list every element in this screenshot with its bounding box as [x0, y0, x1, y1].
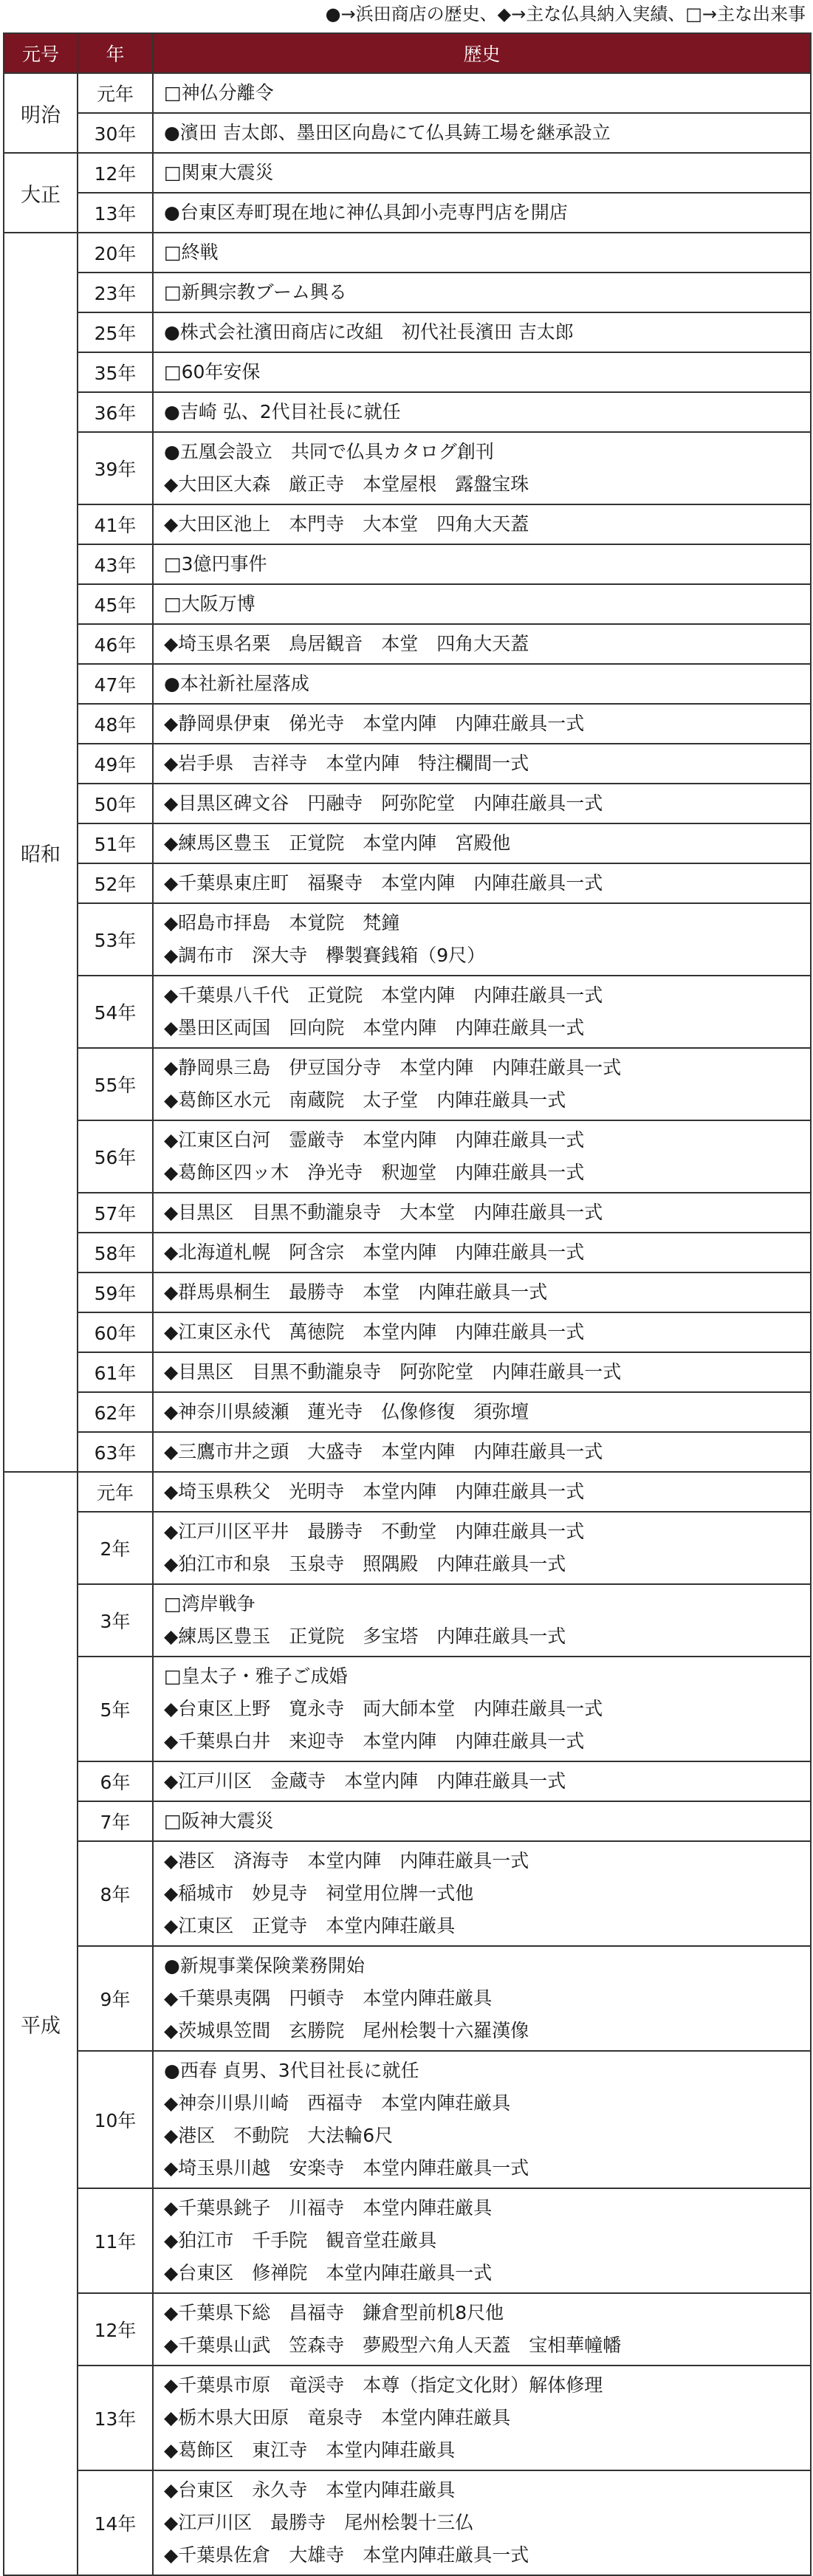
header-row: [4, 33, 811, 73]
table-row: [4, 664, 811, 704]
table-row: [4, 2366, 811, 2470]
table-row: [4, 584, 811, 624]
history-entry: ◆静岡県三島 伊豆国分寺 本堂内陣 内陣荘厳具一式: [164, 1057, 622, 1078]
history-entry: ◆千葉県佐倉 大雄寺 本堂内陣荘厳具一式: [164, 2544, 529, 2566]
history-entry: ◆北海道札幌 阿含宗 本堂内陣 内陣荘厳具一式: [164, 1241, 585, 1263]
history-entry: ◆群馬県桐生 最勝寺 本堂 内陣荘厳具一式: [164, 1281, 548, 1303]
history-entry: ●台東区寿町現在地に神仏具卸小売専門店を開店: [164, 202, 568, 223]
table-row: [4, 1120, 811, 1193]
table-row: [4, 744, 811, 784]
history-entry: ◆江戸川区 最勝寺 尾州桧製十三仏: [164, 2512, 474, 2533]
history-entry: ◆台東区 永久寺 本堂内陣荘厳具: [164, 2479, 456, 2501]
history-entry: ◆岩手県 吉祥寺 本堂内陣 特注欄間一式: [164, 753, 529, 774]
history-cell: [153, 432, 811, 504]
history-entry: ◆栃木県大田原 竜泉寺 本堂内陣荘厳具: [164, 2407, 511, 2428]
history-entry: ◆埼玉県秩父 光明寺 本堂内陣 内陣荘厳具一式: [164, 1481, 585, 1502]
table-row: [4, 1352, 811, 1392]
table-row: [4, 1512, 811, 1584]
table-row: [4, 2470, 811, 2575]
history-cell: [153, 1657, 811, 1761]
history-cell: [153, 352, 811, 392]
year-cell: 5年: [78, 1657, 153, 1761]
table-row: [4, 504, 811, 544]
year-cell: 10年: [78, 2051, 153, 2188]
history-cell: [153, 744, 811, 784]
history-cell: [153, 1584, 811, 1657]
year-cell: 8年: [78, 1841, 153, 1946]
year-cell: 57年: [78, 1193, 153, 1233]
history-entry: ◆神奈川県綾瀬 蓮光寺 仏像修復 須弥壇: [164, 1401, 529, 1422]
table-row: [4, 2051, 811, 2188]
history-cell: [153, 1233, 811, 1272]
history-entry: ◆江戸川区 金蔵寺 本堂内陣 内陣荘厳具一式: [164, 1770, 566, 1792]
year-cell: 14年: [78, 2470, 153, 2575]
history-cell: [153, 392, 811, 432]
history-cell: [153, 233, 811, 273]
year-cell: 59年: [78, 1272, 153, 1312]
history-entry: ◆調布市 深大寺 欅製賽銭箱（9尺）: [164, 945, 486, 966]
year-cell: 43年: [78, 544, 153, 584]
history-cell: [153, 504, 811, 544]
year-cell: 41年: [78, 504, 153, 544]
history-cell: [153, 193, 811, 233]
history-entry: ◆葛飾区 東江寺 本堂内陣荘厳具: [164, 2439, 456, 2461]
history-cell: [153, 1432, 811, 1472]
table-row: [4, 2188, 811, 2293]
history-entry: ◆千葉県山武 笠森寺 夢殿型六角人天蓋 宝相華幢幡: [164, 2334, 622, 2356]
table-row: [4, 352, 811, 392]
year-cell: 12年: [78, 153, 153, 193]
table-row: [4, 73, 811, 113]
table-row: [4, 1312, 811, 1352]
table-row: [4, 976, 811, 1048]
history-cell: [153, 1048, 811, 1120]
history-entry: ●本社新社屋落成: [164, 673, 309, 694]
history-entry: ◆台東区上野 寛永寺 両大師本堂 内陣荘厳具一式: [164, 1698, 603, 1719]
history-entry: ◆千葉県下総 昌福寺 鎌倉型前机8尺他: [164, 2302, 504, 2323]
table-row: [4, 273, 811, 312]
year-cell: 51年: [78, 823, 153, 863]
history-entry: □60年安保: [164, 361, 261, 383]
table-row: [4, 1841, 811, 1946]
history-entry: □皇太子・雅子ご成婚: [164, 1665, 348, 1687]
history-entry: ◆江戸川区平井 最勝寺 不動堂 内陣荘厳具一式: [164, 1521, 585, 1542]
year-cell: 36年: [78, 392, 153, 432]
history-entry: ◆墨田区両国 回向院 本堂内陣 内陣荘厳具一式: [164, 1017, 585, 1038]
history-cell: [153, 584, 811, 624]
year-cell: 13年: [78, 2366, 153, 2470]
table-row: [4, 1193, 811, 1233]
history-cell: [153, 544, 811, 584]
history-entry: ◆大田区池上 本門寺 大本堂 四角大天蓋: [164, 513, 529, 535]
history-entry: □神仏分離令: [164, 82, 274, 103]
history-entry: □大阪万博: [164, 593, 255, 614]
history-entry: ◆江東区白河 霊厳寺 本堂内陣 内陣荘厳具一式: [164, 1129, 585, 1151]
history-cell: [153, 704, 811, 744]
history-entry: ◆稲城市 妙見寺 祠堂用位牌一式他: [164, 1883, 474, 1904]
table-row: [4, 624, 811, 664]
table-row: [4, 1584, 811, 1657]
history-entry: ◆埼玉県川越 安楽寺 本堂内陣荘厳具一式: [164, 2157, 529, 2179]
table-row: [4, 1946, 811, 2051]
history-entry: □新興宗教ブーム興る: [164, 281, 347, 303]
history-entry: □終戦: [164, 242, 219, 263]
year-cell: 62年: [78, 1392, 153, 1432]
table-row: [4, 704, 811, 744]
history-cell: [153, 2188, 811, 2293]
year-cell: 48年: [78, 704, 153, 744]
table-row: [4, 1761, 811, 1801]
history-entry: ◆埼玉県名栗 鳥居観音 本堂 四角大天蓋: [164, 633, 529, 654]
table-row: [4, 1272, 811, 1312]
history-cell: [153, 2470, 811, 2575]
table-row: [4, 823, 811, 863]
history-cell: [153, 1512, 811, 1584]
table-row: [4, 1801, 811, 1841]
history-entry: ◆台東区 修禅院 本堂内陣荘厳具一式: [164, 2262, 493, 2284]
history-entry: □3億円事件: [164, 553, 267, 575]
year-cell: 7年: [78, 1801, 153, 1841]
year-cell: 55年: [78, 1048, 153, 1120]
year-cell: 23年: [78, 273, 153, 312]
history-entry: □関東大震災: [164, 162, 274, 183]
year-cell: 13年: [78, 193, 153, 233]
history-cell: [153, 312, 811, 352]
history-entry: □湾岸戦争: [164, 1593, 255, 1614]
table-row: [4, 544, 811, 584]
history-cell: [153, 153, 811, 193]
history-entry: □阪神大震災: [164, 1810, 274, 1832]
year-cell: 2年: [78, 1512, 153, 1584]
history-entry: ◆千葉県市原 竜渓寺 本尊（指定文化財）解体修理: [164, 2374, 603, 2396]
history-entry: ◆千葉県銚子 川福寺 本堂内陣荘厳具: [164, 2197, 493, 2219]
year-cell: 58年: [78, 1233, 153, 1272]
table-row: [4, 312, 811, 352]
history-entry: ◆目黒区碑文谷 円融寺 阿弥陀堂 内陣荘厳具一式: [164, 792, 603, 814]
history-entry: ◆港区 済海寺 本堂内陣 内陣荘厳具一式: [164, 1850, 529, 1871]
year-cell: 3年: [78, 1584, 153, 1657]
year-cell: 45年: [78, 584, 153, 624]
year-cell: 30年: [78, 113, 153, 153]
history-cell: [153, 1272, 811, 1312]
history-cell: [153, 1761, 811, 1801]
table-row: [4, 784, 811, 823]
year-cell: 35年: [78, 352, 153, 392]
header-era: 元号: [4, 33, 78, 73]
header-year: 年: [78, 33, 153, 73]
year-cell: 元年: [78, 1472, 153, 1512]
era-cell: 平成: [4, 1472, 78, 2575]
year-cell: 11年: [78, 2188, 153, 2293]
history-entry: ◆港区 不動院 大法輪6尺: [164, 2125, 394, 2146]
history-entry: ◆江東区 正覚寺 本堂内陣荘厳具: [164, 1915, 456, 1936]
year-cell: 54年: [78, 976, 153, 1048]
history-entry: ◆狛江市和泉 玉泉寺 照隅殿 内陣荘厳具一式: [164, 1553, 566, 1575]
history-cell: [153, 823, 811, 863]
history-cell: [153, 1312, 811, 1352]
history-table: [3, 32, 812, 2576]
era-cell: 昭和: [4, 233, 78, 1472]
table-row: [4, 903, 811, 976]
year-cell: 39年: [78, 432, 153, 504]
year-cell: 56年: [78, 1120, 153, 1193]
table-row: [4, 1048, 811, 1120]
table-row: [4, 153, 811, 193]
year-cell: 元年: [78, 73, 153, 113]
history-entry: ●西春 貞男、3代目社長に就任: [164, 2060, 419, 2081]
history-cell: [153, 1392, 811, 1432]
history-entry: ●濱田 吉太郎、墨田区向島にて仏具鋳工場を継承設立: [164, 122, 611, 143]
history-cell: [153, 113, 811, 153]
table-row: [4, 2293, 811, 2366]
history-cell: [153, 2051, 811, 2188]
year-cell: 61年: [78, 1352, 153, 1392]
history-entry: ◆葛飾区水元 南蔵院 太子堂 内陣荘厳具一式: [164, 1089, 566, 1111]
year-cell: 6年: [78, 1761, 153, 1801]
table-row: [4, 1472, 811, 1512]
year-cell: 49年: [78, 744, 153, 784]
year-cell: 25年: [78, 312, 153, 352]
year-cell: 60年: [78, 1312, 153, 1352]
year-cell: 12年: [78, 2293, 153, 2366]
history-entry: ◆練馬区豊玉 正覚院 本堂内陣 宮殿他: [164, 832, 511, 854]
history-cell: [153, 784, 811, 823]
history-cell: [153, 1193, 811, 1233]
history-entry: ◆葛飾区四ッ木 浄光寺 釈迦堂 内陣荘厳具一式: [164, 1162, 585, 1183]
history-cell: [153, 2293, 811, 2366]
table-row: [4, 863, 811, 903]
history-cell: [153, 1801, 811, 1841]
history-entry: ●新規事業保険業務開始: [164, 1955, 365, 1976]
legend: ●→浜田商店の歴史、◆→主な仏具納入実績、□→主な出来事: [325, 4, 806, 24]
history-entry: ◆大田区大森 厳正寺 本堂屋根 露盤宝珠: [164, 473, 529, 495]
table-row: [4, 432, 811, 504]
year-cell: 46年: [78, 624, 153, 664]
history-entry: ◆昭島市拝島 本覚院 梵鐘: [164, 912, 400, 934]
history-entry: ◆千葉県夷隅 円頓寺 本堂内陣荘厳具: [164, 1987, 493, 2009]
history-entry: ●五凰会設立 共同で仏具カタログ創刊: [164, 441, 494, 462]
history-cell: [153, 976, 811, 1048]
history-cell: [153, 664, 811, 704]
year-cell: 52年: [78, 863, 153, 903]
era-cell: 大正: [4, 153, 78, 233]
table-row: [4, 1657, 811, 1761]
history-cell: [153, 273, 811, 312]
history-entry: ◆目黒区 目黒不動瀧泉寺 大本堂 内陣荘厳具一式: [164, 1202, 603, 1223]
year-cell: 9年: [78, 1946, 153, 2051]
history-entry: ◆千葉県白井 来迎寺 本堂内陣 内陣荘厳具一式: [164, 1730, 585, 1752]
table-row: [4, 1233, 811, 1272]
table-row: [4, 193, 811, 233]
history-cell: [153, 1120, 811, 1193]
history-entry: ◆静岡県伊東 俤光寺 本堂内陣 内陣荘厳具一式: [164, 713, 585, 734]
history-entry: ◆目黒区 目黒不動瀧泉寺 阿弥陀堂 内陣荘厳具一式: [164, 1361, 622, 1383]
table-body: [4, 73, 811, 2575]
year-cell: 47年: [78, 664, 153, 704]
year-cell: 20年: [78, 233, 153, 273]
era-cell: 明治: [4, 73, 78, 153]
history-entry: ●株式会社濱田商店に改組 初代社長濱田 吉太郎: [164, 321, 574, 343]
history-cell: [153, 2366, 811, 2470]
history-cell: [153, 73, 811, 113]
history-entry: ◆三鷹市井之頭 大盛寺 本堂内陣 内陣荘厳具一式: [164, 1441, 603, 1462]
table-row: [4, 233, 811, 273]
history-cell: [153, 624, 811, 664]
history-cell: [153, 1841, 811, 1946]
history-entry: ◆江東区永代 萬徳院 本堂内陣 内陣荘厳具一式: [164, 1321, 585, 1343]
table-row: [4, 113, 811, 153]
year-cell: 50年: [78, 784, 153, 823]
table-row: [4, 1392, 811, 1432]
year-cell: 53年: [78, 903, 153, 976]
table-row: [4, 392, 811, 432]
history-cell: [153, 863, 811, 903]
year-cell: 63年: [78, 1432, 153, 1472]
table-row: [4, 1432, 811, 1472]
history-entry: ◆狛江市 千手院 観音堂荘厳具: [164, 2230, 437, 2251]
history-cell: [153, 903, 811, 976]
history-entry: ◆茨城県笠間 玄勝院 尾州桧製十六羅漢像: [164, 2020, 529, 2041]
header-history: 歴史: [153, 33, 811, 73]
history-entry: ●吉崎 弘、2代目社長に就任: [164, 401, 401, 422]
history-cell: [153, 1946, 811, 2051]
history-cell: [153, 1352, 811, 1392]
history-entry: ◆練馬区豊玉 正覚院 多宝塔 内陣荘厳具一式: [164, 1626, 566, 1647]
history-entry: ◆千葉県八千代 正覚院 本堂内陣 内陣荘厳具一式: [164, 984, 603, 1006]
history-cell: [153, 1472, 811, 1512]
history-entry: ◆千葉県東庄町 福聚寺 本堂内陣 内陣荘厳具一式: [164, 872, 603, 894]
history-entry: ◆神奈川県川崎 西福寺 本堂内陣荘厳具: [164, 2092, 511, 2114]
